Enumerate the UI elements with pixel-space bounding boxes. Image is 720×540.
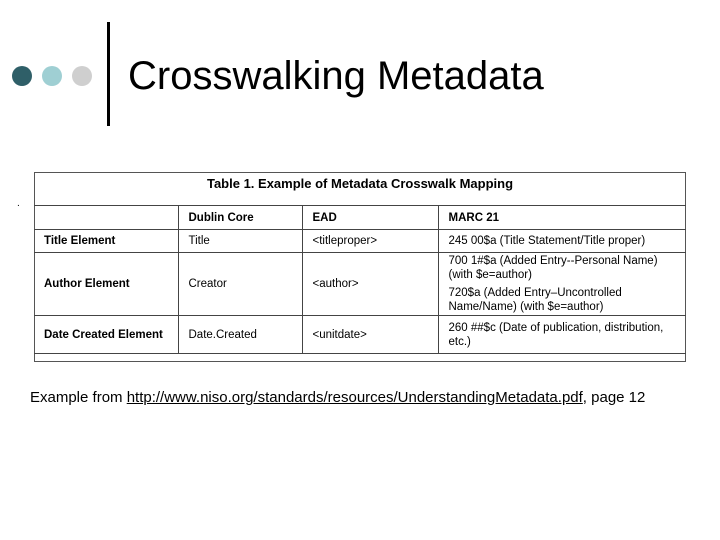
table-header-row — [34, 206, 686, 230]
table-row — [34, 230, 686, 253]
dot-light-teal — [42, 66, 62, 86]
marc-cell — [438, 316, 686, 354]
header-cell-marc21: MARC 21 — [438, 206, 686, 230]
caption-prefix: Example from — [30, 389, 127, 406]
dublin-core-cell: Title — [178, 230, 302, 253]
bullet-dots-decoration — [12, 66, 102, 86]
ead-cell: <titleproper> — [302, 230, 438, 253]
source-caption — [30, 389, 645, 407]
dot-dark — [12, 66, 32, 86]
dublin-core-cell: Creator — [178, 253, 302, 316]
row-label: Author Element — [34, 253, 178, 316]
header-cell-blank — [34, 206, 178, 230]
dot-gray — [72, 66, 92, 86]
marc-cell — [438, 253, 686, 316]
ead-cell: <author> — [302, 253, 438, 316]
table-row — [34, 253, 686, 316]
figure-title: Table 1. Example of Metadata Crosswalk Mapping — [206, 176, 514, 191]
crosswalk-figure — [34, 172, 686, 362]
slide-title: Crosswalking Metadata — [128, 54, 544, 98]
source-link[interactable]: http://www.niso.org/standards/resources/UnderstandingMetadata.pdf — [126, 389, 583, 406]
ead-cell: <unitdate> — [302, 316, 438, 354]
caption-suffix: , page 12 — [582, 389, 646, 406]
header-cell-ead: EAD — [302, 206, 438, 230]
row-label: Date Created Element — [34, 316, 178, 354]
marc-entry: 260 ##$c (Date of publication, distribution, etc.) — [448, 321, 664, 348]
row-label: Title Element — [34, 230, 178, 253]
marc-entry: 720$a (Added Entry–Uncontrolled Name/Name) (with $e=author) — [448, 287, 622, 313]
marc-entry: 700 1#$a (Added Entry--Personal Name) (with $e=author) — [448, 255, 658, 281]
header-cell-dublin-core: Dublin Core — [178, 206, 302, 230]
stray-mark: . — [17, 198, 20, 209]
marc-entry: 245 00$a (Title Statement/Title proper) — [448, 235, 646, 247]
table-row — [34, 316, 686, 354]
title-divider — [107, 22, 110, 126]
crosswalk-table — [34, 205, 686, 354]
marc-cell — [438, 230, 686, 253]
dublin-core-cell: Date.Created — [178, 316, 302, 354]
